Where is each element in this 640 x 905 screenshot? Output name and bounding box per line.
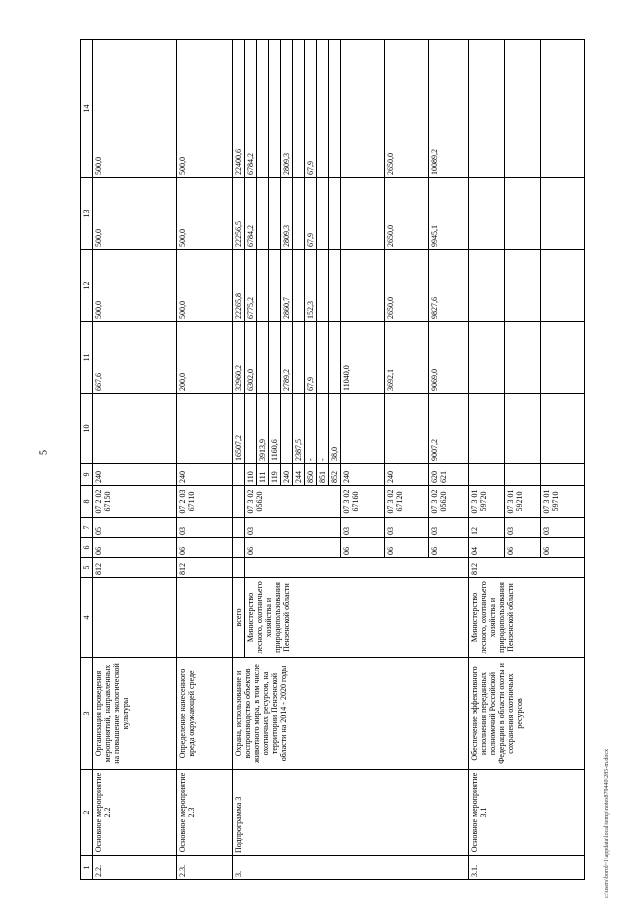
csr-code: 07 3 02 67120 (385, 486, 429, 518)
csr-code: 07 3 02 05620 (245, 486, 341, 518)
amount-2018: 67,9 (305, 40, 317, 178)
amount-2015 (257, 322, 269, 394)
row-number: 3. (233, 856, 469, 880)
pr-code: 03 (541, 518, 585, 538)
amount-2018 (317, 40, 329, 178)
column-header: 11 (81, 322, 93, 394)
event-title: Основное мероприятие 3.1 (469, 770, 585, 856)
column-header: 6 (81, 538, 93, 558)
pr-code (233, 518, 245, 538)
amount-2016 (541, 250, 585, 322)
amount-2015: 200,0 (177, 322, 233, 394)
vr-code: 240 (93, 464, 177, 486)
amount-2018: 500,0 (177, 40, 233, 178)
column-header: 5 (81, 558, 93, 578)
column-header: 7 (81, 518, 93, 538)
amount-2015 (541, 322, 585, 394)
event-title: Подпрограмма 3 (233, 770, 469, 856)
csr-code: 07 2 03 67110 (177, 486, 233, 518)
vr-620: 620 (430, 471, 439, 483)
amount-2018: 500,0 (93, 40, 177, 178)
row-number: 2.2. (93, 856, 177, 880)
amount-2017: 2650,0 (385, 178, 429, 250)
amount-2017 (317, 178, 329, 250)
amount-2016 (257, 250, 269, 322)
column-header: 4 (81, 578, 93, 658)
amount-2016 (341, 250, 385, 322)
pr-code: 03 (341, 518, 385, 538)
event-name: Организация проведения мероприятий, направленных на повышение экологической культуры (93, 658, 177, 770)
row-number: 2.3. (177, 856, 233, 880)
amount-2015: 32960,2 (233, 322, 245, 394)
amount-2018 (469, 40, 505, 178)
pr-code: 03 (385, 518, 429, 538)
grbs-code (245, 558, 469, 578)
amount-2014: 1160,6 (269, 394, 281, 464)
amount-2015: 2789,2 (281, 322, 293, 394)
event-name: Определение нанесенного вреда окружающей среде (177, 658, 233, 770)
amount-2015: 6302,0 (245, 322, 257, 394)
amount-2017 (293, 178, 305, 250)
vr-code: 240 (177, 464, 233, 486)
executor (177, 578, 233, 658)
rz-code: 06 (93, 538, 177, 558)
amount-2015 (293, 322, 305, 394)
amount-2015: 11040,0 (341, 322, 385, 394)
amount-2014 (93, 394, 177, 464)
amount-2016 (269, 250, 281, 322)
amount-2014: 3913,9 (257, 394, 269, 464)
rz-code: 06 (429, 538, 469, 558)
pr-code: 12 (469, 518, 505, 538)
rz-code: 06 (385, 538, 429, 558)
amount-2017: 9945,1 (429, 178, 469, 250)
amount-2018 (341, 40, 385, 178)
amount-2014 (177, 394, 233, 464)
amount-2017 (505, 178, 541, 250)
vr-code: 852 (329, 464, 341, 486)
amount-2014 (429, 394, 469, 464)
budget-table (80, 39, 585, 880)
event-title: Основное мероприятие 2.3 (177, 770, 233, 856)
csr-code (233, 486, 245, 518)
amount-2014 (281, 394, 293, 464)
amount-2017: 67,9 (305, 178, 317, 250)
executor (93, 578, 177, 658)
amount-2017: 22256,5 (233, 178, 245, 250)
amount-2014: - (317, 394, 329, 464)
vr-code: 240 (281, 464, 293, 486)
rz-code: 06 (245, 538, 341, 558)
vr-code (469, 464, 505, 486)
table-row (469, 40, 505, 880)
csr-code: 07 3 01 59710 (541, 486, 585, 518)
amount-2016 (469, 250, 505, 322)
amount-621: 9007,2 (430, 439, 439, 461)
amount-2018: 2809,3 (281, 40, 293, 178)
amount-2016 (293, 250, 305, 322)
csr-code: 07 2 02 67150 (93, 486, 177, 518)
amount-2014 (385, 394, 429, 464)
amount-2017: 500,0 (177, 178, 233, 250)
amount-2016: 9827,6 (429, 250, 469, 322)
amount-2018 (257, 40, 269, 178)
amount-2017: 2809,3 (281, 178, 293, 250)
document-path: c:\users\borol~1\appdata\local\temp\notes879440\285-m.docx (604, 748, 610, 898)
executor: Министерство лесного, охотничьего хозяйства и природопользования Пензенской области (245, 578, 469, 658)
vr-code (233, 464, 245, 486)
rz-code: 04 (469, 538, 505, 558)
vr-code: 240 (385, 464, 429, 486)
amount-2014 (469, 394, 505, 464)
amount-2017 (257, 178, 269, 250)
row-number: 3.1. (469, 856, 585, 880)
pr-code: 03 (245, 518, 341, 538)
amount-2015: 9069,0 (429, 322, 469, 394)
table-row (93, 40, 177, 880)
amount-2018 (541, 40, 585, 178)
amount-2017: 500,0 (93, 178, 177, 250)
amount-2018 (269, 40, 281, 178)
amount-2015: 3692,1 (385, 322, 429, 394)
grbs-code: 812 (177, 558, 233, 578)
column-header: 10 (81, 394, 93, 464)
vr-code: 240 (341, 464, 385, 486)
column-header: 12 (81, 250, 93, 322)
executor: Министерство лесного, охотничьего хозяйства и природопользования Пензенской области (469, 578, 585, 658)
rz-code: 06 (541, 538, 585, 558)
csr-code: 07 3 01 59720 (469, 486, 505, 518)
column-header: 13 (81, 178, 93, 250)
amount-2016: 22265,8 (233, 250, 245, 322)
amount-2014: 16507,2 (233, 394, 245, 464)
amount-2015 (505, 322, 541, 394)
amount-2015 (269, 322, 281, 394)
pr-code: 05 (93, 518, 177, 538)
amount-2016 (505, 250, 541, 322)
amount-2018 (505, 40, 541, 178)
table-row (233, 40, 245, 880)
column-header: 14 (81, 40, 93, 178)
rz-code (233, 538, 245, 558)
csr-code: 07 3 01 59210 (505, 486, 541, 518)
event-name: Обеспечение эффективного исполнения переданных полномочий Российской Федерации в области охоты и сохранения охотничьих ресурсов (469, 658, 585, 770)
grbs-code: 812 (93, 558, 177, 578)
pr-code: 03 (505, 518, 541, 538)
amount-2016: 2650,0 (385, 250, 429, 322)
amount-2016: 500,0 (93, 250, 177, 322)
amount-2018: 6784,2 (245, 40, 257, 178)
amount-2016: 500,0 (177, 250, 233, 322)
grbs-code (233, 558, 245, 578)
amount-2015: 667,6 (93, 322, 177, 394)
vr-621: 621 (439, 471, 448, 483)
vr-code (541, 464, 585, 486)
column-header: 3 (81, 658, 93, 770)
amount-2015 (469, 322, 505, 394)
amount-2015 (329, 322, 341, 394)
amount-2016: 6775,2 (245, 250, 257, 322)
amount-2014 (541, 394, 585, 464)
vr-code (429, 464, 469, 486)
page-number: 5 (38, 450, 50, 455)
amount-2017 (329, 178, 341, 250)
amount-2018 (329, 40, 341, 178)
pr-code: 03 (429, 518, 469, 538)
amount-2014: 38,0 (329, 394, 341, 464)
amount-2014 (505, 394, 541, 464)
amount-2016 (329, 250, 341, 322)
amount-2016: 2860,7 (281, 250, 293, 322)
rotated-table-container (80, 40, 585, 880)
amount-2017 (541, 178, 585, 250)
event-name: Охрана, использование и воспроизводство объектов животного мира, в том числе охотничьих ресурсов, на территории Пензенской области на 2014 - 2020 годы (233, 658, 469, 770)
amount-2018: 22400,6 (233, 40, 245, 178)
amount-2018 (293, 40, 305, 178)
total-label: всего (233, 578, 245, 658)
column-header: 9 (81, 464, 93, 486)
amount-2014 (245, 394, 257, 464)
amount-2014 (341, 394, 385, 464)
amount-2018: 2650,0 (385, 40, 429, 178)
vr-code: 851 (317, 464, 329, 486)
vr-code: 244 (293, 464, 305, 486)
vr-code: 111 (257, 464, 269, 486)
amount-2017 (341, 178, 385, 250)
csr-code: 07 3 02 05620 (429, 486, 469, 518)
rz-code: 06 (505, 538, 541, 558)
pr-code: 03 (177, 518, 233, 538)
amount-2014: 2387,5 (293, 394, 305, 464)
vr-code: 110 (245, 464, 257, 486)
amount-2015: 67,9 (305, 322, 317, 394)
column-header: 8 (81, 486, 93, 518)
amount-2015 (317, 322, 329, 394)
rz-code: 06 (177, 538, 233, 558)
amount-2017 (269, 178, 281, 250)
table-row (177, 40, 233, 880)
vr-code: 119 (269, 464, 281, 486)
event-title: Основное мероприятие 2.2 (93, 770, 177, 856)
rz-code: 06 (341, 538, 385, 558)
grbs-code: 812 (469, 558, 585, 578)
amount-2017: 6784,2 (245, 178, 257, 250)
amount-2017 (469, 178, 505, 250)
amount-2016: 152,3 (305, 250, 317, 322)
vr-code (505, 464, 541, 486)
amount-2018: 10089,2 (429, 40, 469, 178)
csr-code: 07 3 02 67160 (341, 486, 385, 518)
amount-2016 (317, 250, 329, 322)
vr-code: 850 (305, 464, 317, 486)
column-header: 2 (81, 770, 93, 856)
column-header: 1 (81, 856, 93, 880)
column-number-row (81, 40, 93, 880)
amount-2014: - (305, 394, 317, 464)
